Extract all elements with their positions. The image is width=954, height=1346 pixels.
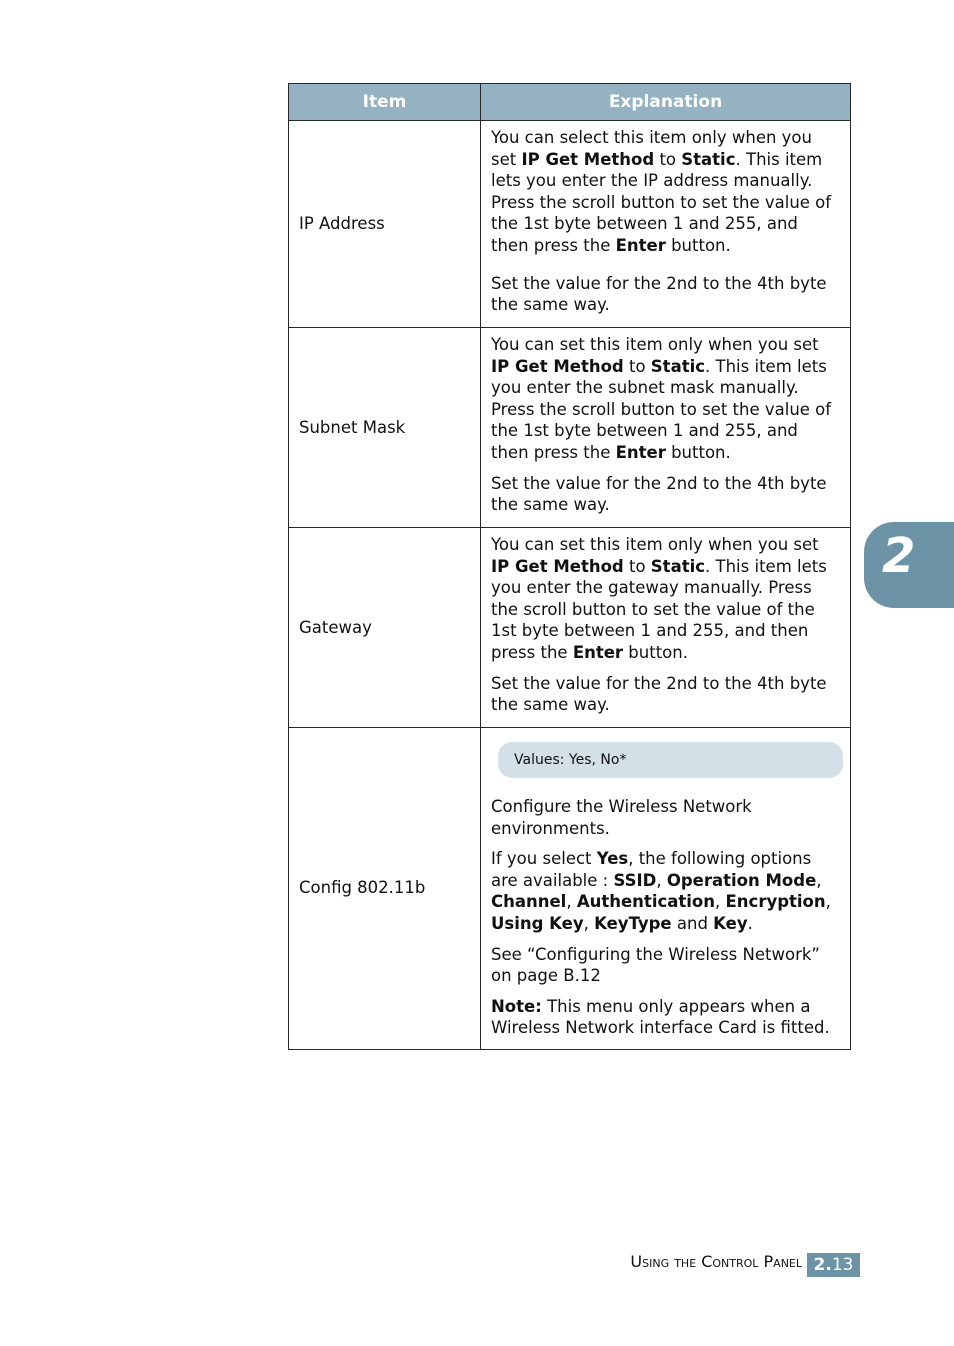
item-label: Config 802.11b [289,728,481,1050]
menu-items-table [288,83,851,1050]
explanation-paragraph: Configure the Wireless Network environments. [491,797,752,838]
page-num: 13 [831,1255,854,1275]
cross-reference: See “Configuring the Wireless Network” on page B.12 [491,944,820,986]
item-label: IP Address [289,121,481,328]
table-row-ip-address [289,121,851,328]
chapter-tab [864,522,954,608]
explanation-paragraph: Set the value for the 2nd to the 4th byte the same way. [491,673,827,715]
page-chapter: 2. [813,1255,832,1275]
item-explanation [481,121,851,328]
header-item: Item [289,84,481,121]
explanation-paragraph: You can set this item only when you set IP Get Method to Static. This item lets you enter the subnet mask manually. Press the scroll button to set the value of the 1st byte between 1 and 255, and then press the Enter button. [491,335,832,462]
explanation-paragraph: You can select this item only when you set IP Get Method to Static. This item lets you enter the IP address manually. Press the scroll button to set the value of the 1st byte between 1 and 255, and then press the Enter button. [491,128,832,255]
item-label: Gateway [289,528,481,728]
table-row-config-80211b [289,728,851,1050]
explanation-paragraph: Set the value for the 2nd to the 4th byte the same way. [491,473,827,515]
footer-section-title: Using the Control Panel [630,1252,802,1271]
table-header-row [289,84,851,121]
table-row-gateway [289,528,851,728]
note-paragraph: Note: This menu only appears when a Wireless Network interface Card is fitted. [491,996,830,1038]
explanation-paragraph: If you select Yes, the following options are available : SSID, Operation Mode, Channel, Authentication, Encryption, Using Key, KeyType and Key. [491,849,831,933]
item-explanation [481,528,851,728]
header-explanation: Explanation [481,84,851,121]
explanation-paragraph: Set the value for the 2nd to the 4th byte the same way. [491,273,827,315]
values-badge: Values: Yes, No* [498,742,843,778]
page-number [807,1253,860,1277]
explanation-paragraph: You can set this item only when you set IP Get Method to Static. This item lets you enter the gateway manually. Press the scroll button to set the value of the 1st byte between 1 and 255, and then press the Enter button. [491,535,827,662]
item-explanation [481,728,851,1050]
item-label: Subnet Mask [289,328,481,528]
item-explanation [481,328,851,528]
chapter-tab-number: 2 [882,528,916,584]
table-row-subnet-mask [289,328,851,528]
